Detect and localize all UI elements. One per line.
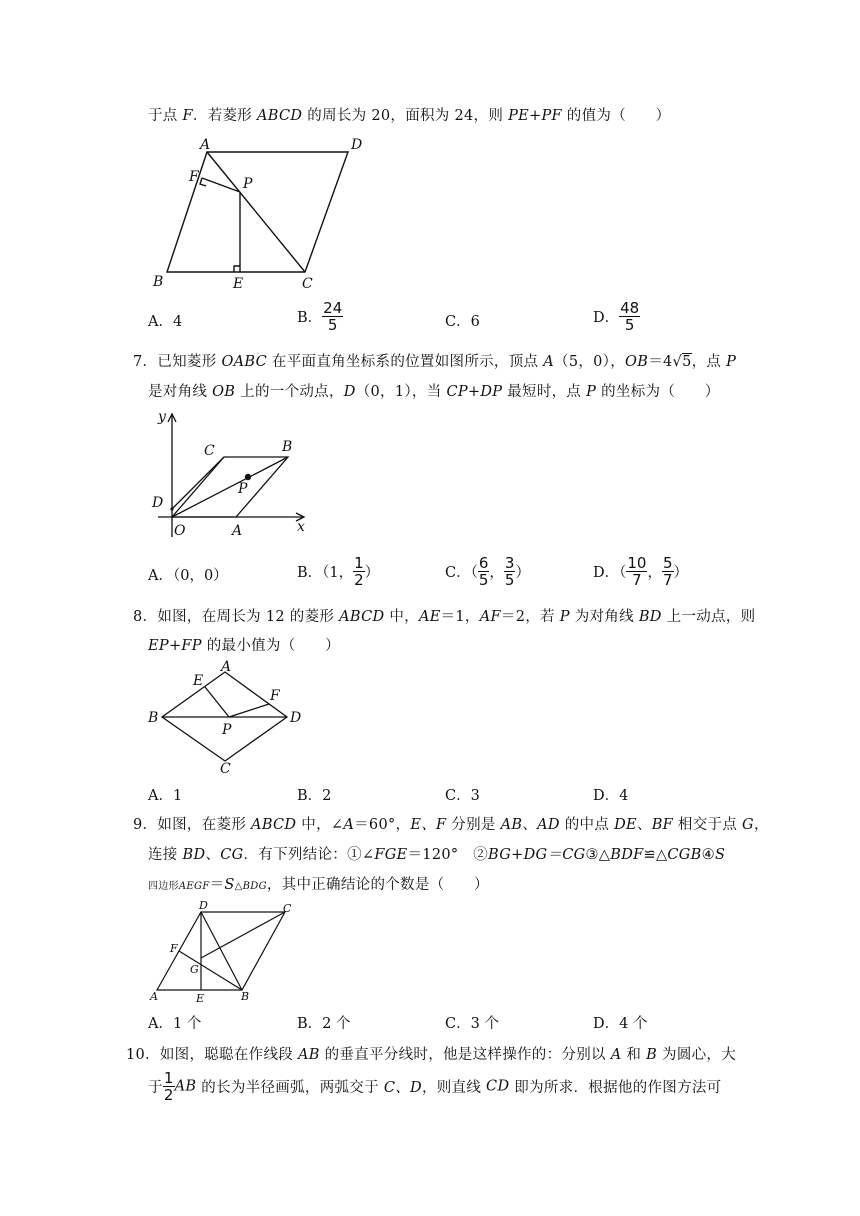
q7-stem-line1: 7．已知菱形 OABC 在平面直角坐标系的位置如图所示，顶点 A（5，0），OB＝4√5，点 P	[133, 354, 737, 370]
q7-option-a[interactable]: A．（0，0）	[148, 568, 228, 584]
q8-option-d[interactable]: D．4	[593, 788, 629, 804]
label-O: O	[174, 523, 186, 539]
q6-option-d[interactable]: D． $\frac{48}{5}$	[593, 299, 640, 334]
var: ABCD	[257, 108, 303, 124]
q9-stem-line2: 连接 BD、CG．有下列结论：①∠FGE＝120° ②BG+DG＝CG③△BDF≌△CGB④S	[148, 847, 726, 863]
label-P: P	[243, 176, 253, 192]
q8-option-b[interactable]: B．2	[297, 788, 332, 804]
label-D: D	[351, 137, 363, 153]
point-P	[245, 474, 251, 480]
label-D: D	[290, 710, 302, 726]
q7-option-c[interactable]: C．（ $\frac{6}{5}$ ， $\frac{3}{5}$ ）	[445, 554, 530, 589]
label-A: A	[221, 659, 232, 675]
text: ．若菱形	[192, 108, 257, 124]
label-C: C	[302, 276, 313, 292]
label-y: y	[158, 409, 166, 425]
q8-stem-line1: 8．如图，在周长为 12 的菱形 ABCD 中，AE＝1，AF＝2，若 P 为对角线 BD 上一动点，则	[133, 609, 756, 625]
var: PE+PF	[508, 108, 562, 124]
q9-option-a[interactable]: A．1 个	[148, 1016, 202, 1032]
label-E: E	[233, 276, 244, 292]
fraction: $\frac{6}{5}$	[478, 554, 489, 589]
label-C: C	[204, 443, 215, 459]
question-number: 7．	[133, 354, 158, 370]
q9-figure-rhombus	[145, 898, 305, 1004]
label-P: P	[238, 481, 248, 497]
q8-option-a[interactable]: A．1	[148, 788, 183, 804]
fraction: $\frac{10}{7}$	[627, 554, 647, 589]
question-number: 10．	[126, 1047, 160, 1063]
label-x: x	[297, 519, 305, 535]
q6-option-c[interactable]: C．6	[445, 314, 480, 330]
fraction: $\frac{1}{2}$	[163, 1069, 174, 1104]
fraction: $\frac{1}{2}$	[354, 554, 364, 589]
label-A: A	[150, 990, 158, 1003]
q7-option-d[interactable]: D．（ $\frac{10}{7}$ ， $\frac{5}{7}$ ）	[593, 554, 689, 589]
q7-option-b[interactable]: B．（1， $\frac{1}{2}$ ）	[297, 554, 380, 589]
text: 的值为（ ）	[561, 108, 671, 124]
label-E: E	[193, 673, 204, 689]
label-F: F	[189, 169, 199, 185]
label-B: B	[148, 710, 159, 726]
label-A: A	[232, 523, 243, 539]
q7-stem-line2: 是对角线 OB 上的一个动点，D（0，1），当 CP+DP 最短时，点 P 的坐标为（ ）	[148, 384, 720, 400]
label-P: P	[222, 722, 232, 738]
fraction: $\frac{5}{7}$	[662, 554, 673, 589]
q9-option-d[interactable]: D．4 个	[593, 1016, 648, 1032]
q9-option-b[interactable]: B．2 个	[297, 1016, 351, 1032]
label-B: B	[153, 274, 164, 290]
q6-option-b[interactable]: B． $\frac{24}{5}$	[297, 299, 343, 334]
label-G: G	[190, 963, 199, 976]
label-D: D	[152, 495, 164, 511]
question-number: 8．	[133, 609, 158, 625]
text: 的周长为 20，面积为 24，则	[302, 108, 509, 124]
question-number: 9．	[133, 817, 158, 833]
q6-option-a[interactable]: A．4	[148, 314, 183, 330]
q10-stem-line2: 于 $\frac{1}{2}$ AB 的长为半径画弧，两弧交于 C、D，则直线 CD 即为所求．根据他的作图方法可	[148, 1069, 722, 1104]
label-E: E	[196, 992, 205, 1004]
label-C: C	[283, 902, 292, 915]
q7-figure-coordinate	[148, 405, 318, 543]
q6-stem-tail	[148, 104, 670, 125]
label-F: F	[270, 688, 280, 704]
fraction: $\frac{24}{5}$	[323, 299, 343, 334]
q8-option-c[interactable]: C．3	[445, 788, 480, 804]
label-D: D	[199, 899, 208, 912]
var: F	[182, 108, 193, 124]
fraction: $\frac{3}{5}$	[504, 554, 515, 589]
q9-option-c[interactable]: C．3 个	[445, 1016, 499, 1032]
text: 于点	[148, 108, 183, 124]
q9-stem-line1: 9．如图，在菱形 ABCD 中，∠A＝60°，E、F 分别是 AB、AD 的中点 DE、BF 相交于点 G，	[133, 817, 769, 833]
q8-figure-rhombus	[145, 655, 310, 777]
label-F: F	[170, 942, 178, 955]
q6-figure-rhombus	[145, 132, 375, 294]
label-C: C	[220, 761, 231, 777]
label-A: A	[200, 137, 211, 153]
label-B: B	[282, 439, 293, 455]
sqrt-symbol: √	[672, 354, 683, 370]
q9-stem-line3: 四边形AEGF＝S△BDG，其中正确结论的个数是（ ）	[148, 877, 489, 893]
q8-stem-line2: EP+FP 的最小值为（ ）	[148, 638, 340, 654]
q10-stem-line1: 10．如图，聪聪在作线段 AB 的垂直平分线时，他是这样操作的：分别以 A 和 B 为圆心，大	[126, 1047, 737, 1063]
label-B: B	[241, 990, 250, 1003]
fraction: $\frac{48}{5}$	[620, 299, 640, 334]
